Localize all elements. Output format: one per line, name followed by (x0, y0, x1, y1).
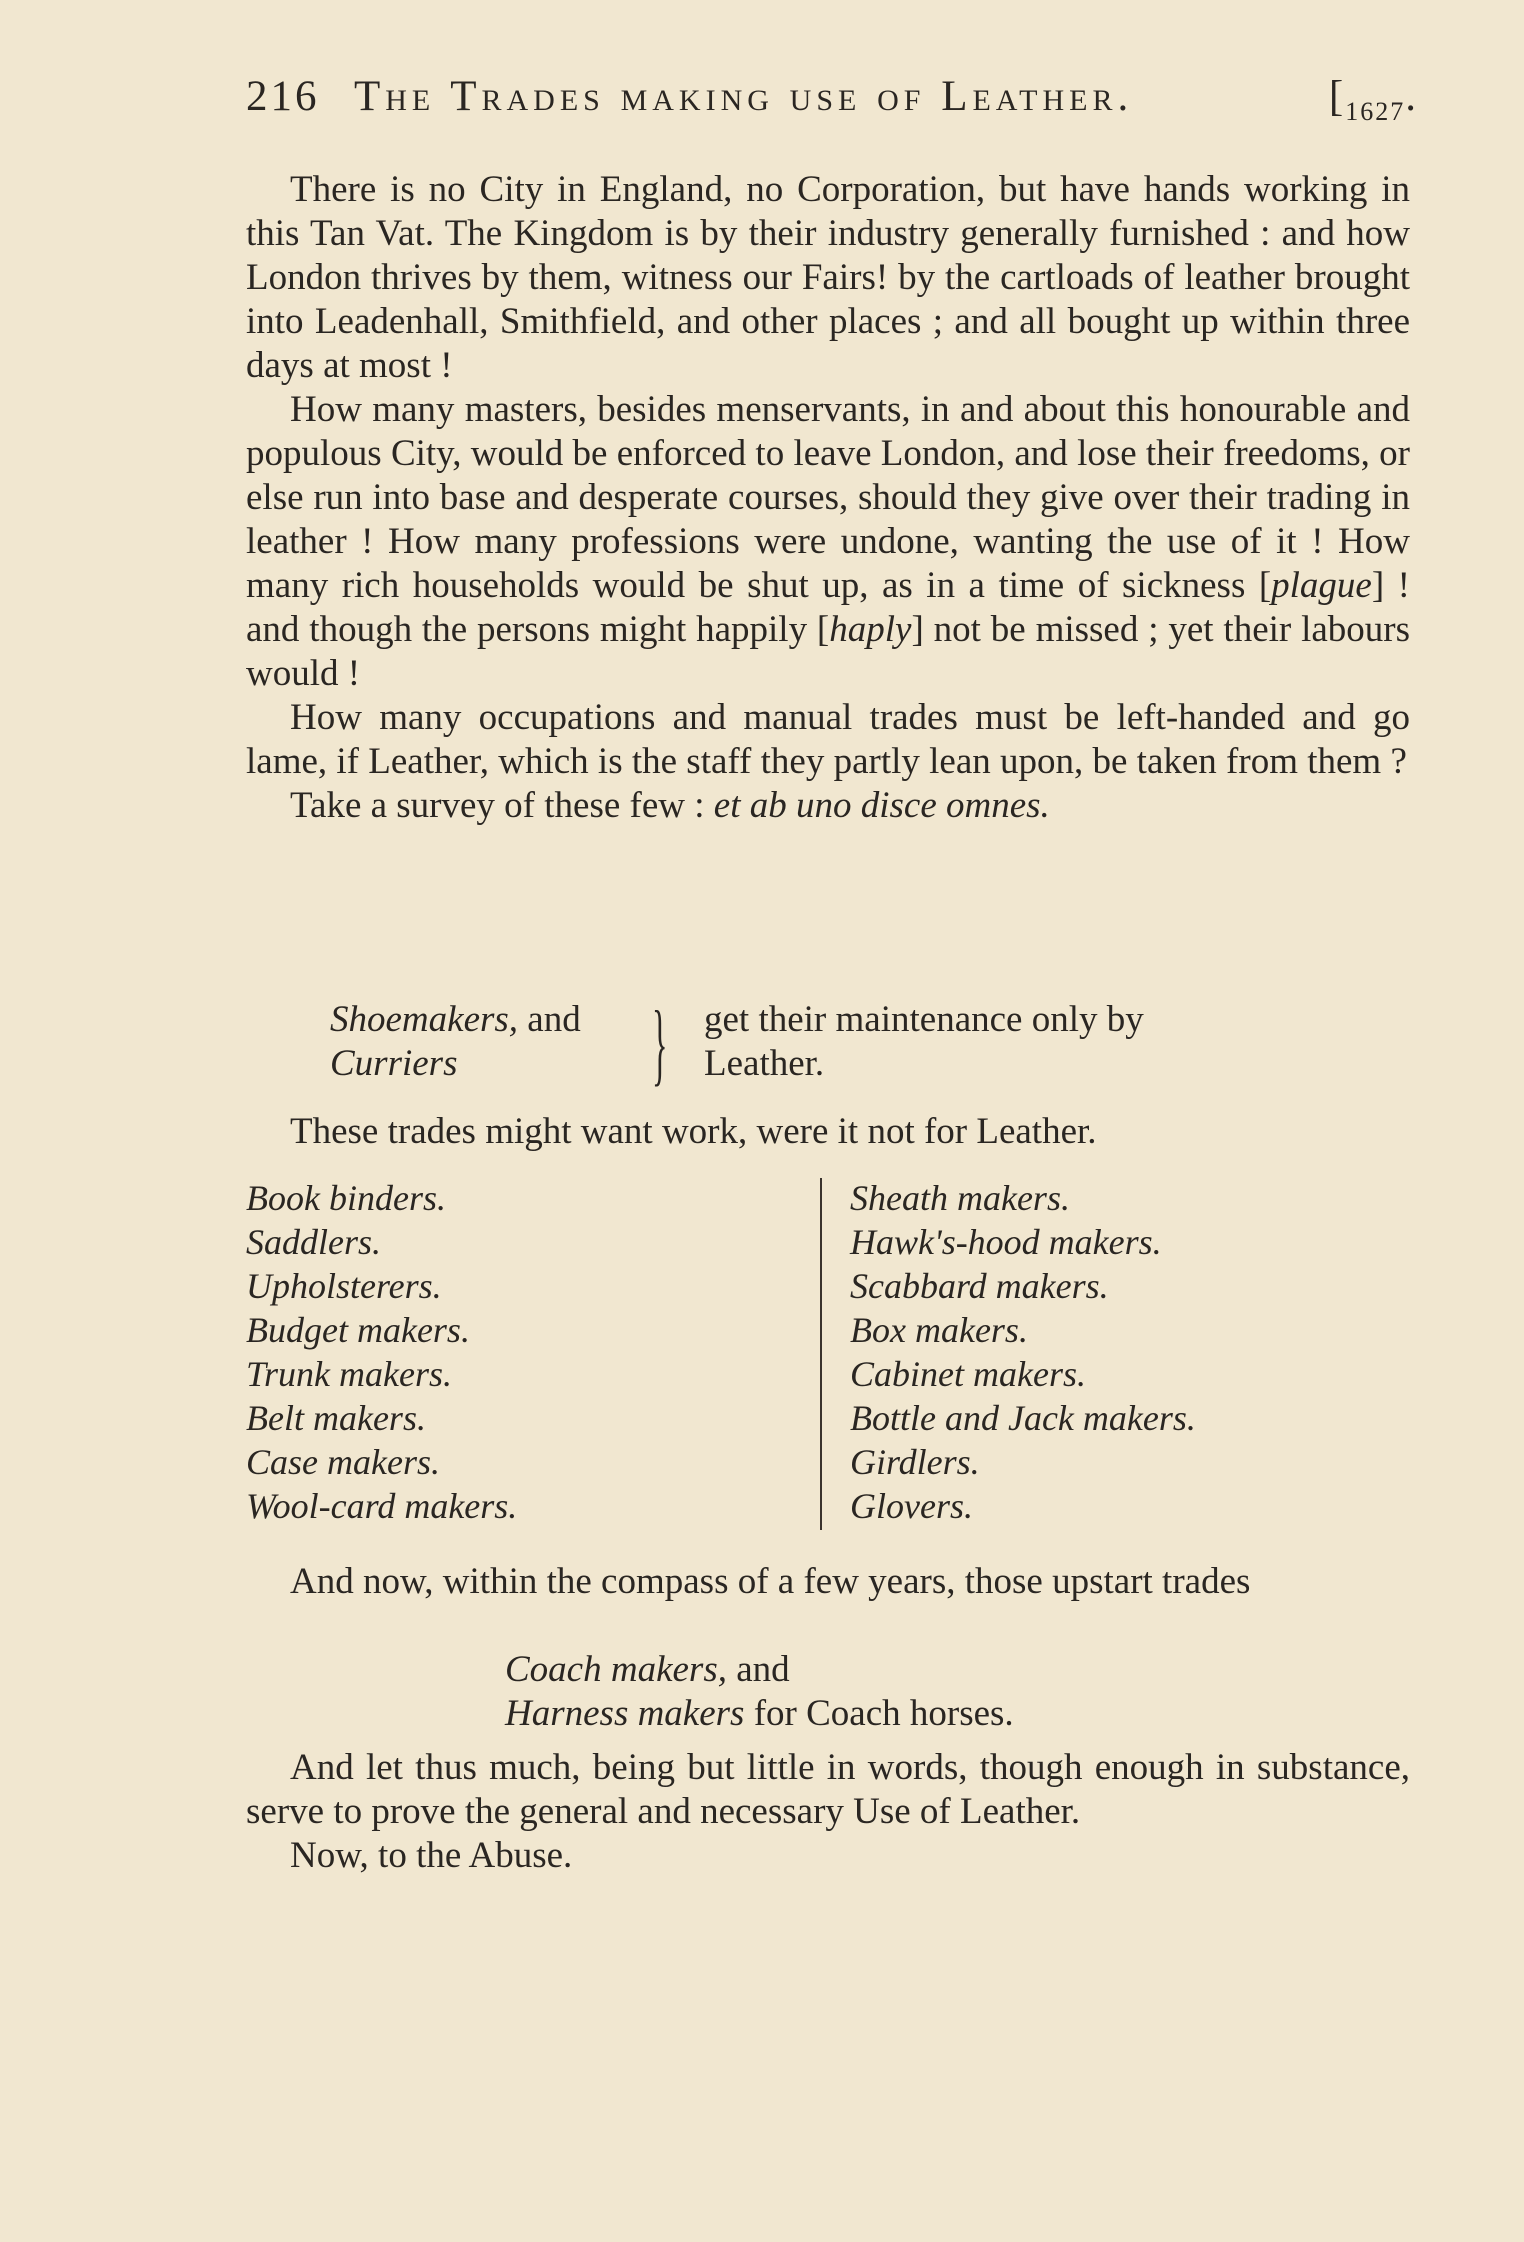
masters-text-c: ] not be missed ; yet their labours would ! (246, 609, 1411, 694)
brace-and: and (518, 999, 581, 1040)
masters-text-b: ] ! and though the persons might happily [ (246, 565, 1410, 650)
masters-text-a: How many masters, besides menservants, in and about this honourable and populous City, would be enforced to leave London, and lose their freedoms, or else run into base and desperate courses, should they give over their trading in leather ! How many professions were undone, wanting the use of it ! How many rich households would be shut up, as in a time of sickness [ (246, 389, 1410, 606)
paragraph-cities: There is no City in England, no Corporation, but have hands working in this Tan Vat. The Kingdom is by their industry generally furnished : and how London thrives by them, witness our Fairs! by the cartloads of leather brought into Leadenhall, Smithfield, and other places ; and all bought up within three days at most ! (246, 169, 1410, 386)
upstart-paragraph (246, 1560, 1410, 1604)
shoemakers-label: Shoemakers, (330, 999, 519, 1040)
trade-item: Case makers. (246, 1442, 440, 1482)
brace-right-line-2: Leather. (704, 1043, 825, 1084)
trades-list-left (246, 1176, 517, 1528)
running-title: The Trades making use of Leather. (354, 73, 1134, 120)
survey-lead: Take a survey of these few : (290, 785, 714, 826)
coach-makers-label: Coach makers, (505, 1649, 727, 1690)
harness-makers-label: Harness makers (505, 1693, 745, 1734)
curly-brace: } (652, 992, 668, 1094)
trade-item: Girdlers. (850, 1442, 980, 1482)
trade-item: Wool-card makers. (246, 1486, 518, 1526)
trade-item: Trunk makers. (246, 1354, 452, 1394)
trade-item: Scabbard makers. (850, 1266, 1109, 1306)
harness-line (505, 1692, 1014, 1736)
latin-phrase: et ab uno disce omnes. (713, 785, 1050, 826)
body-text-lower (246, 1746, 1410, 1878)
running-header (246, 72, 1418, 128)
gloss-plague: plague (1271, 565, 1372, 606)
paragraph-occupations: How many occupations and manual trades must be left-handed and go lame, if Leather, which is the staff they partly lean upon, be taken from them ? (246, 697, 1410, 782)
gloss-haply: haply (829, 609, 912, 650)
page-number: 216 (246, 73, 320, 120)
year-bracket: [ (1328, 73, 1346, 120)
paragraph-closing: And let thus much, being but little in words, though enough in substance, serve to prove the general and necessary Use of Leather. (246, 1747, 1410, 1832)
trade-item: Glovers. (850, 1486, 973, 1526)
brace-right-line-1: get their maintenance only by (704, 999, 1144, 1040)
trade-item: Book binders. (246, 1178, 446, 1218)
upstart-text: And now, within the compass of a few years, those upstart trades (290, 1561, 1251, 1602)
brace-left-line-1 (330, 998, 581, 1042)
coach-line (505, 1648, 790, 1692)
trade-item: Sheath makers. (850, 1178, 1070, 1218)
trade-item: Budget makers. (246, 1310, 470, 1350)
trades-list-right (850, 1176, 1196, 1528)
trade-item: Bottle and Jack makers. (850, 1398, 1196, 1438)
coach-and: and (726, 1649, 790, 1690)
paragraph-masters (246, 388, 1410, 696)
brace-right-group (704, 998, 1144, 1086)
trade-item: Saddlers. (246, 1222, 381, 1262)
year-value: 1627 (1345, 97, 1406, 126)
trade-item: Hawk's-hood makers. (850, 1222, 1162, 1262)
brace-left-group (330, 998, 581, 1086)
curriers-label: Curriers (330, 1043, 458, 1084)
trade-item: Belt makers. (246, 1398, 426, 1438)
body-text-upper (246, 168, 1410, 828)
trade-item: Upholsterers. (246, 1266, 442, 1306)
trade-item: Box makers. (850, 1310, 1028, 1350)
header-year (1329, 72, 1418, 127)
paragraph-survey (246, 784, 1410, 828)
paragraph-abuse: Now, to the Abuse. (290, 1835, 573, 1876)
year-period: . (1405, 73, 1418, 120)
trades-intro: These trades might want work, were it not for Leather. (290, 1111, 1097, 1152)
trade-item: Cabinet makers. (850, 1354, 1086, 1394)
harness-rest: for Coach horses. (744, 1693, 1014, 1734)
column-divider (820, 1178, 822, 1530)
